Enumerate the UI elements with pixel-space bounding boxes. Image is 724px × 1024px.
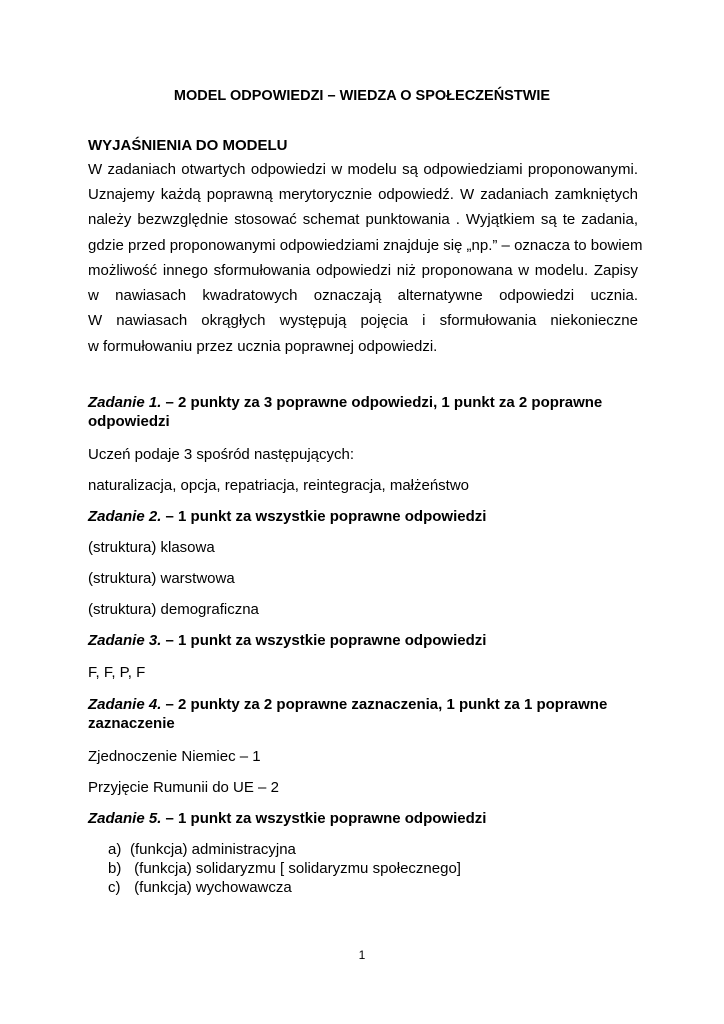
task-3-answer: F, F, P, F: [88, 664, 146, 681]
explanation-line: w nawiasach kwadratowych oznaczają alternatywne odpowiedzi ucznia.: [88, 287, 638, 304]
explanations-heading: WYJAŚNIENIA DO MODELU: [88, 137, 288, 154]
list-item-text: (funkcja) solidaryzmu [ solidaryzmu społecznego]: [130, 860, 461, 877]
task-1-heading: [88, 394, 602, 412]
task-label: Zadanie 2.: [88, 508, 162, 525]
list-item-text: (funkcja) wychowawcza: [130, 879, 292, 896]
page-number: 1: [358, 948, 366, 962]
explanation-line: w formułowaniu przez ucznia poprawnej odpowiedzi.: [88, 338, 438, 355]
task-2-answer: (struktura) warstwowa: [88, 570, 235, 587]
task-1-answer: naturalizacja, opcja, repatriacja, reintegracja, małżeństwo: [88, 477, 470, 494]
task-scoring: – 2 punkty za 3 poprawne odpowiedzi, 1 punkt za 2 poprawne: [161, 394, 603, 411]
task-label: Zadanie 3.: [88, 632, 162, 649]
task-scoring: – 1 punkt za wszystkie poprawne odpowiedzi: [161, 810, 487, 827]
document-title: MODEL ODPOWIEDZI – WIEDZA O SPOŁECZEŃSTWIE: [173, 88, 551, 104]
list-marker: a): [108, 841, 122, 858]
explanation-line: gdzie przed proponowanymi odpowiedziami znajduje się „np.” – oznacza to bowiem: [88, 237, 643, 254]
task-scoring: – 1 punkt za wszystkie poprawne odpowiedzi: [161, 508, 487, 525]
task-4-answer: Przyjęcie Rumunii do UE – 2: [88, 779, 279, 796]
task-2-answer: (struktura) demograficzna: [88, 601, 259, 618]
task-2-answer: (struktura) klasowa: [88, 539, 215, 556]
task-label: Zadanie 4.: [88, 696, 162, 713]
task-1-answer: Uczeń podaje 3 spośród następujących:: [88, 446, 355, 463]
explanation-line: należy bezwzględnie stosować schemat punktowania . Wyjątkiem są te zadania,: [88, 211, 638, 228]
task-5-heading: [88, 810, 486, 828]
list-item-text: (funkcja) administracyjna: [130, 841, 296, 858]
task-1-heading-cont: odpowiedzi: [88, 413, 170, 430]
task-label: Zadanie 1.: [88, 394, 162, 411]
list-item: [108, 859, 461, 878]
task-3-heading: [88, 632, 486, 650]
list-item: [108, 878, 461, 897]
explanation-line: W nawiasach okrągłych występują pojęcia i sformułowania niekonieczne: [88, 312, 638, 329]
task-4-heading: [88, 696, 607, 714]
list-marker: c): [108, 879, 121, 896]
explanation-line: W zadaniach otwartych odpowiedzi w modelu są odpowiedziami proponowanymi.: [88, 161, 638, 178]
explanation-line: możliwość innego sformułowania odpowiedzi niż proponowana w modelu. Zapisy: [88, 262, 638, 279]
explanation-line: Uznajemy każdą poprawną merytorycznie odpowiedź. W zadaniach zamkniętych: [88, 186, 638, 203]
task-4-heading-cont: zaznaczenie: [88, 715, 175, 732]
task-label: Zadanie 5.: [88, 810, 162, 827]
task-4-answer: Zjednoczenie Niemiec – 1: [88, 748, 261, 765]
list-marker: b): [108, 860, 122, 877]
list-item: [108, 840, 461, 859]
task-2-heading: [88, 508, 486, 526]
task-5-answer-list: [108, 840, 461, 897]
task-scoring: – 2 punkty za 2 poprawne zaznaczenia, 1 punkt za 1 poprawne: [161, 696, 608, 713]
task-scoring: – 1 punkt za wszystkie poprawne odpowiedzi: [161, 632, 487, 649]
